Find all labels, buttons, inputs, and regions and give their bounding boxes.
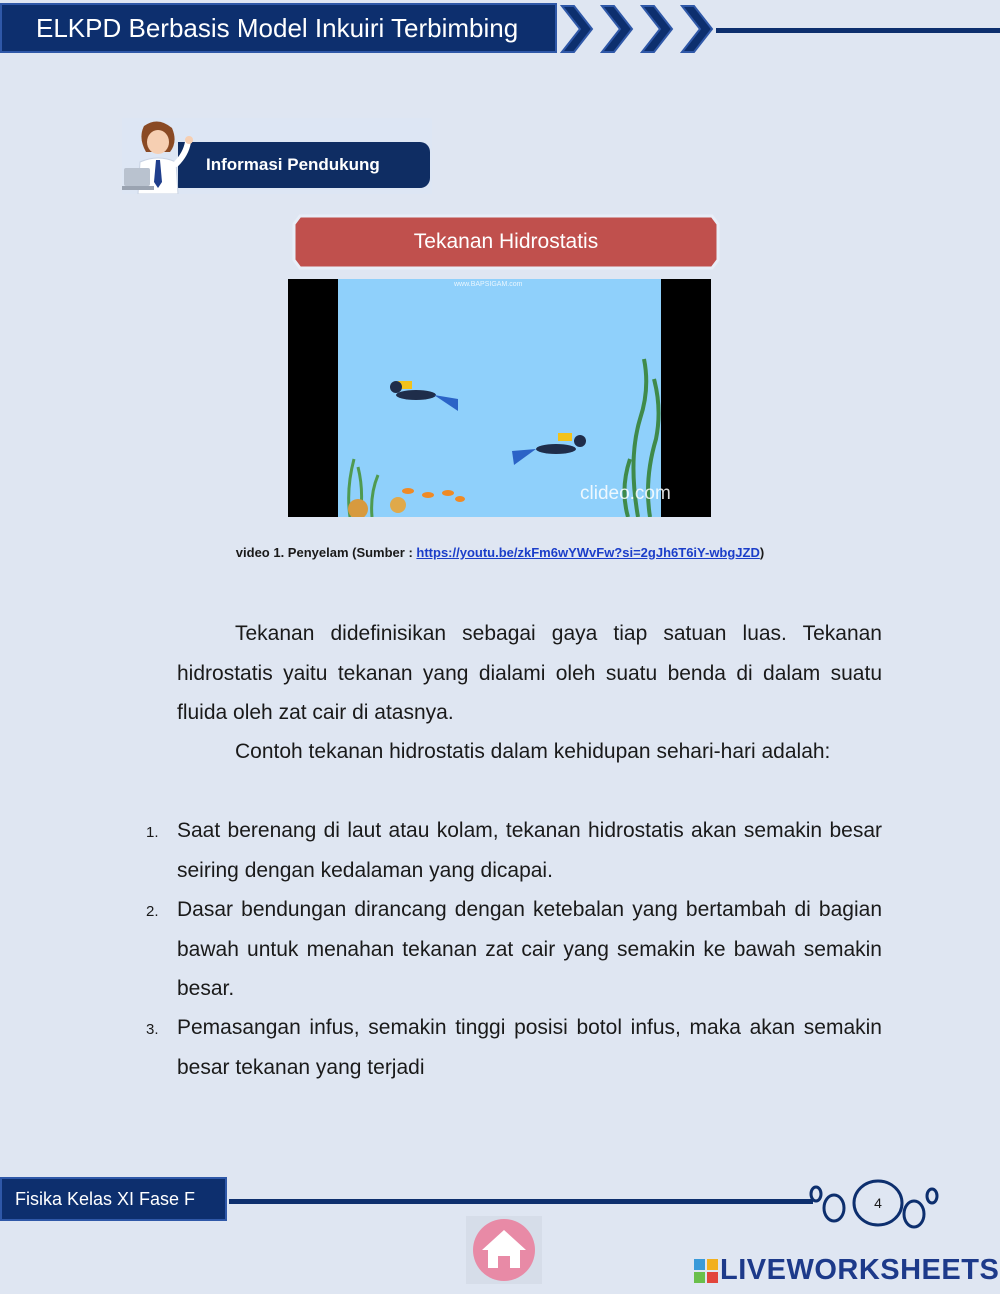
badge-label: Informasi Pendukung xyxy=(178,142,430,188)
list-number: 3. xyxy=(146,1021,159,1038)
caption-prefix: video 1. Penyelam (Sumber : xyxy=(235,545,417,560)
teacher-illustration-icon xyxy=(122,118,202,194)
home-button[interactable] xyxy=(466,1216,542,1284)
video-watermark: clideo.com xyxy=(580,483,671,504)
paragraph-examples-intro: Contoh tekanan hidrostatis dalam kehidupan sehari-hari adalah: xyxy=(235,740,831,763)
header-chevrons xyxy=(560,4,720,54)
video-caption xyxy=(0,545,1000,560)
footer-label: Fisika Kelas XI Fase F xyxy=(0,1177,227,1221)
list-number: 1. xyxy=(146,824,159,841)
page-number: 4 xyxy=(874,1195,882,1211)
section-title-banner xyxy=(292,212,720,272)
paragraph-definition: Tekanan didefinisikan sebagai gaya tiap satuan luas. Tekanan hidrostatis yaitu tekanan yang dialami oleh suatu benda di dalam suatu fluida oleh zat cair di atasnya. xyxy=(177,622,882,724)
list-number: 2. xyxy=(146,903,159,920)
header-divider xyxy=(716,28,1000,33)
liveworksheets-logo-icon xyxy=(694,1259,718,1283)
header-title: ELKPD Berbasis Model Inkuiri Terbimbing xyxy=(0,3,557,53)
footer-divider xyxy=(229,1199,813,1204)
video-top-watermark: www.BAPSIGAM.com xyxy=(454,281,523,288)
liveworksheets-logo xyxy=(694,1254,1000,1286)
caption-suffix: ) xyxy=(759,545,765,560)
list-item: Pemasangan infus, semakin tinggi posisi botol infus, maka akan semakin besar tekanan yang terjadi xyxy=(177,1016,882,1079)
liveworksheets-logo-text: LIVEWORKSHEETS xyxy=(720,1254,1000,1286)
section-title: Tekanan Hidrostatis xyxy=(413,230,599,253)
chevron-right-icon xyxy=(562,6,712,52)
source-link[interactable]: https://youtu.be/zkFm6wYWvFw?si=2gJh6T6iY-wbgJZD xyxy=(416,545,760,560)
informasi-pendukung-badge xyxy=(122,118,432,194)
list-item: Saat berenang di laut atau kolam, tekanan hidrostatis akan semakin besar seiring dengan kedalaman yang dicapai. xyxy=(177,819,882,882)
list-item: Dasar bendungan dirancang dengan ketebalan yang bertambah di bagian bawah untuk menahan tekanan zat cair yang semakin ke bawah semakin besar. xyxy=(177,898,882,1000)
video-player[interactable] xyxy=(288,279,711,517)
